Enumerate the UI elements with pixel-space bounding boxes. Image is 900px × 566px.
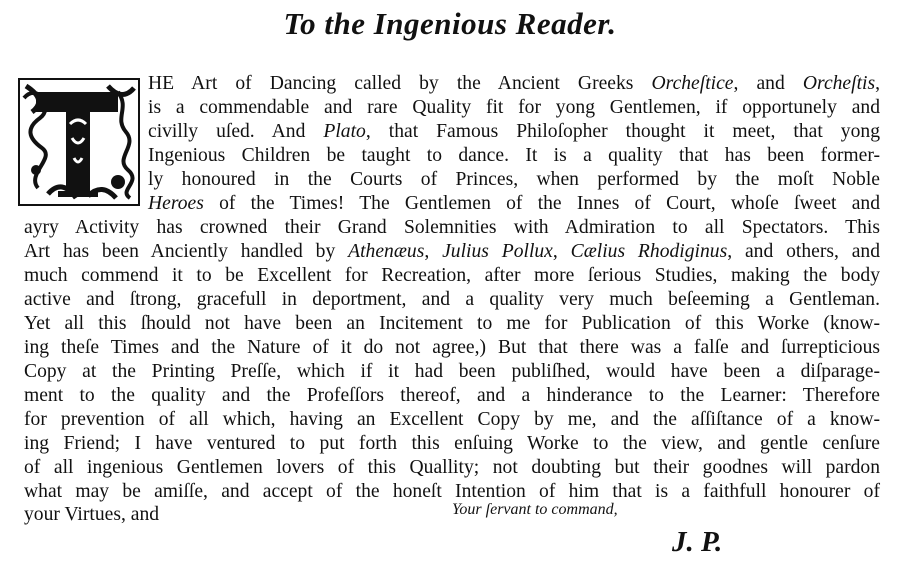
text-run: ayry Activity has crowned their Grand Solemnities with Admiration to all Spectators. This [24,217,880,238]
text-run: ment to the quality and the Profeſſors thereof, and a hinderance to the Learner: Therefore [24,385,880,406]
text-line [24,432,880,456]
italic-name: Cælius Rhodiginus [570,241,728,262]
text-line [24,336,880,360]
text-run: HE Art of Dancing called by the Ancient Greeks [148,73,652,94]
text-line [148,192,880,216]
text-line [24,288,880,312]
italic-name: Plato [323,121,366,142]
text-run: of the Times! The Gentlemen of the Innes of Court, whoſe ſweet and [203,193,880,214]
text-run: Art has been Anciently handled by [24,241,349,262]
italic-name: Athenæus [348,241,425,262]
text-line [24,312,880,336]
text-run: , and others, and [727,241,881,262]
text-run: of all ingenious Gentlemen lovers of this Quallity; not doubting but their goodnes will pardon [24,457,880,478]
text-run: for prevention of all which, having an Excellent Copy by me, and the aſſiſtance of a know- [24,409,880,430]
text-run: ing Friend; I have ventured to put forth this enſuing Worke to the view, and gentle cenſure [24,433,880,454]
text-run: what may be amiſſe, and accept of the honeſt Intention of him that is a faithfull honourer of [24,481,880,502]
text-run: Ingenious Children be taught to dance. It is a quality that has been former- [148,145,880,166]
text-line [148,168,880,192]
text-line [24,264,880,288]
text-run: ly honoured in the Courts of Princes, when performed by the moſt Noble [148,169,880,190]
text-run: ing theſe Times and the Nature of it do not agree,) But that there was a falſe and ſurrepticious [24,337,880,358]
text-line [148,144,880,168]
text-run: active and ſtrong, gracefull in deportment, and a quality very much beſeeming a Gentleman. [24,289,880,310]
text-run: is a commendable and rare Quality fit for yong Gentlemen, if opportunely and [148,97,880,118]
text-line [148,72,880,96]
text-run: civilly uſed. And [148,121,324,142]
italic-name: Julius Pollux [442,241,553,262]
text-run: , that Famous Philoſopher thought it meet, that yong [365,121,880,142]
italic-name: Heroes [148,193,204,214]
decorated-initial-icon [18,78,140,206]
text-line [24,216,880,240]
text-run: much commend it to be Excellent for Recreation, after more ſerious Studies, making the body [24,265,880,286]
page-title: To the Ingenious Reader. [283,6,617,41]
author-initials: J. P. [672,526,723,558]
text-run: , [875,73,880,94]
text-line [148,120,880,144]
servant-signoff: Your ſervant to command, [452,501,618,518]
text-run: , [424,241,443,262]
text-run: Yet all this ſhould not have been an Incitement to me for Publication of this Worke (know- [24,313,880,334]
text-run: , [552,241,571,262]
italic-name: Orcheſtis [802,73,876,94]
text-line [24,384,880,408]
text-line [148,96,880,120]
text-line [24,456,880,480]
text-line [24,240,880,264]
italic-name: Orcheſtice [651,73,734,94]
closing-line: your Virtues, and [24,504,160,525]
text-line [24,408,880,432]
text-run: , and [733,73,803,94]
text-line [24,360,880,384]
text-run: Copy at the Printing Preſſe, which if it had been publiſhed, would have been a diſparage- [24,361,880,382]
